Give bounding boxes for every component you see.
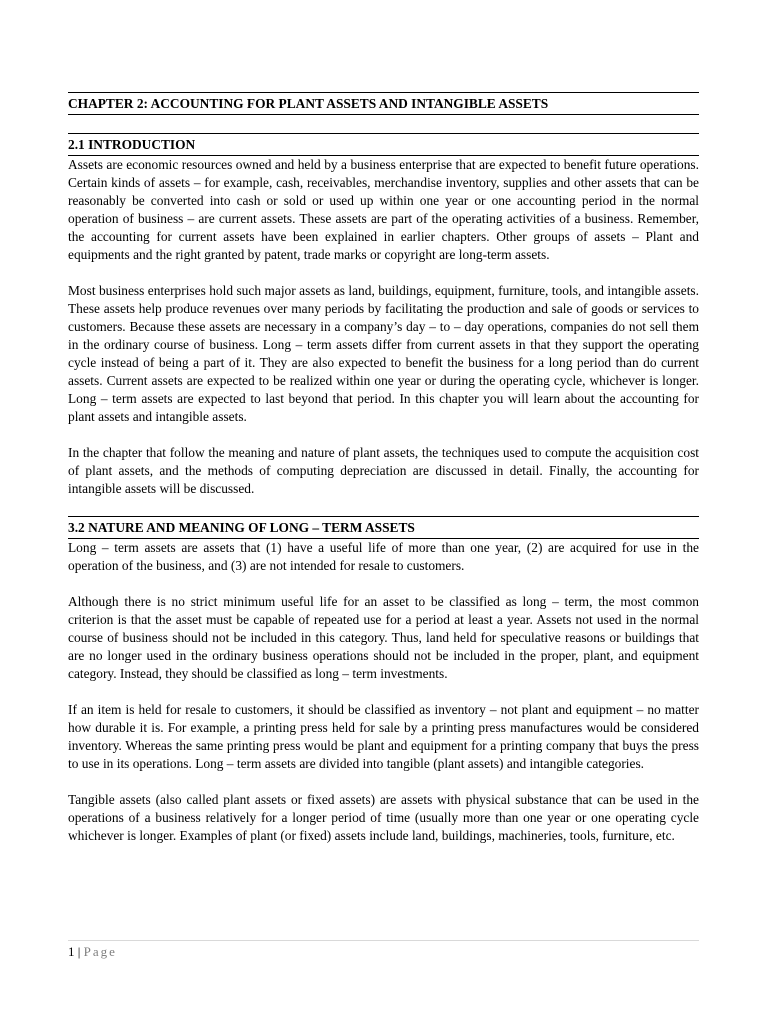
chapter-title: CHAPTER 2: ACCOUNTING FOR PLANT ASSETS AND INTANGIBLE ASSETS [68,92,699,115]
page-number: 1 [68,944,75,959]
paragraph: If an item is held for resale to customers, it should be classified as inventory – not plant and equipment – no matter how durable it is. For example, a printing press held for sale by a printing press manufactures would be considered inventory. Whereas the same printing press would be plant and equipment for a printing company that buys the press to use in its operations. Long – term assets are divided into tangible (plant assets) and intangible categories. [68,702,699,771]
paragraph: In the chapter that follow the meaning and nature of plant assets, the techniques used to compute the acquisition cost of plant assets, and the methods of computing depreciation are discussed in detail. Finally, the accounting for intangible assets will be discussed. [68,445,699,496]
page-content [68,92,699,845]
page-label: Page [83,944,117,959]
page-footer [68,940,699,960]
paragraph: Although there is no strict minimum useful life for an asset to be classified as long – term, the most common criterion is that the asset must be capable of repeated use for a period at least a year. Assets not used in the normal course of business should not be included in this category. Thus, land held for speculative reasons or buildings that are no longer used in the ordinary business operations should not be included in the proper, plant, and equipment category. Instead, they should be classified as long – term investments. [68,594,699,681]
section-heading-long-term-assets: 3.2 NATURE AND MEANING OF LONG – TERM ASSETS [68,516,699,539]
paragraph: Tangible assets (also called plant assets or fixed assets) are assets with physical substance that can be used in the operations of a business relatively for a longer period of time (usually more than one year or one operating cycle whichever is longer. Examples of plant (or fixed) assets include land, buildings, machineries, tools, furniture, etc. [68,792,699,843]
paragraph: Long – term assets are assets that (1) have a useful life of more than one year, (2) are acquired for use in the operation of the business, and (3) are not intended for resale to customers. [68,540,699,573]
paragraph: Assets are economic resources owned and held by a business enterprise that are expected to benefit future operations. Certain kinds of assets – for example, cash, receivables, merchandise inventory, supplies and other assets that can be reasonably be converted into cash or sold or used up within one year or one accounting period in the normal operation of business – are current assets. These assets are part of the operating activities of a business. Remember, the accounting for current assets have been explained in earlier chapters. Other groups of assets – Plant and equipments and the right granted by patent, trade marks or copyright are long-term assets. [68,157,699,262]
paragraph: Most business enterprises hold such major assets as land, buildings, equipment, furniture, tools, and intangible assets. These assets help produce revenues over many periods by facilitating the production and sale of goods or services to customers. Because these assets are necessary in a company’s day – to – day operations, companies do not sell them in the ordinary course of business. Long – term assets differ from current assets in that they support the operating cycle instead of being a part of it. They are also expected to benefit the business for a long period than do current assets. Current assets are expected to be realized within one year or during the operating cycle, whichever is longer. Long – term assets are expected to last beyond that period. In this chapter you will learn about the accounting for plant assets and intangible assets. [68,283,699,424]
section-heading-introduction: 2.1 INTRODUCTION [68,133,699,156]
footer-separator: | [77,944,81,959]
